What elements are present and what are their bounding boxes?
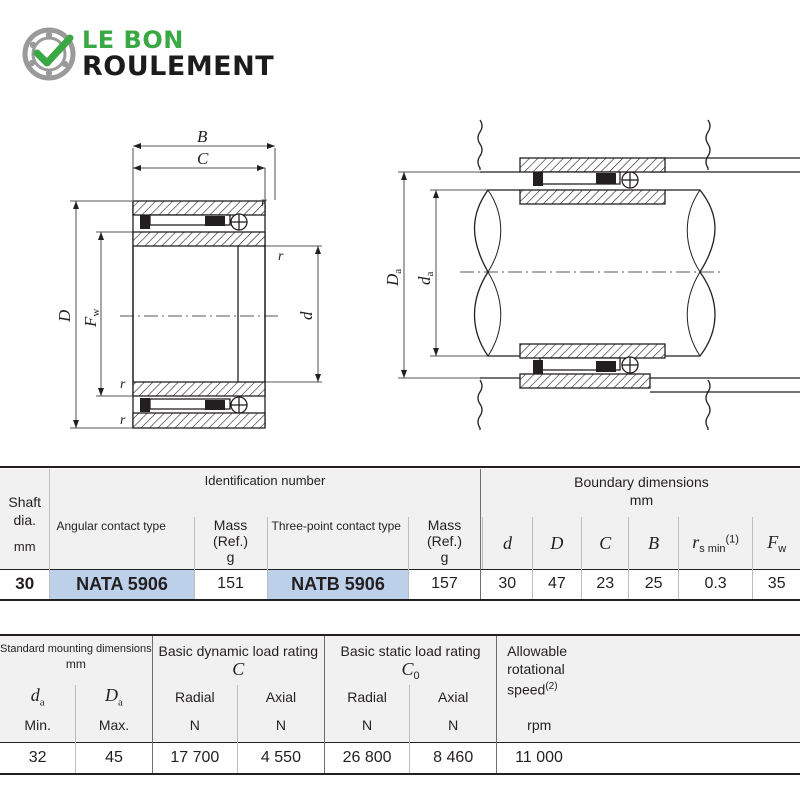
col-d-header: d [483,517,532,569]
dim-r-label-3: r [120,377,126,392]
col-da-header: $d_a$ [30,684,45,709]
angular-part-number: NATA 5906 [50,569,194,600]
shaft-value: 30 [15,574,35,594]
mass-value-2: 157 [409,569,480,600]
dim-da-label: da [415,271,436,285]
dim-D-label: D [55,309,74,322]
min-label: Min. [24,717,51,734]
static-header: Basic static load rating [340,643,481,659]
col-D-header: D [532,517,581,569]
mass-header-1: Mass (Ref.) [213,517,249,549]
col-rs-header: $r_{s min}^{(1)}$ [678,517,753,569]
mounting-header: Standard mounting dimensions [0,643,152,655]
mass-unit-2: g [440,549,449,565]
stat-axial-unit: N [410,708,497,742]
shaft-unit: mm [13,539,36,554]
dyn-radial-unit: N [152,708,237,742]
dyn-radial-value: 17 700 [152,742,237,774]
dyn-axial-header: Axial [237,685,324,709]
speed-header: Allowable rotational speed$^{(2)}$ [507,643,568,698]
dim-r-label-2: r [278,249,284,264]
dim-B-label: B [197,127,208,146]
identification-header: Identification number [50,469,480,517]
col-Fw-header: $F_w$ [753,517,800,569]
stat-radial-header: Radial [324,685,409,709]
boundary-header: Boundary dimensions [574,474,709,490]
d-value: 30 [498,575,517,593]
dim-Da-label: Da [383,268,404,286]
mass-header-2: Mass (Ref.) [426,517,462,549]
angular-type-header: Angular contact type [50,517,194,569]
right-mounting-drawing [398,120,800,430]
max-label: Max. [76,708,152,742]
three-point-type-header: Three-point contact type [267,517,409,569]
boundary-unit: mm [629,492,654,508]
dynamic-header: Basic dynamic load rating [158,643,319,659]
bearing-table-2 [0,634,800,775]
mass-unit-1: g [226,549,235,565]
col-C-header: C [582,517,629,569]
dim-C-label: C [197,149,209,168]
table-row [0,569,800,600]
dyn-axial-value: 4 550 [237,742,324,774]
C-value: 23 [582,569,629,600]
col-B-header: B [629,517,678,569]
rs-value: 0.3 [678,569,753,600]
dyn-axial-unit: N [237,708,324,742]
shaft-dia-label: Shaft dia. [8,494,42,528]
dim-Fw-label: Fw [81,308,102,327]
dim-r-label-1: r [261,195,267,210]
three-point-part-number: NATB 5906 [267,569,409,600]
Da-value: 45 [76,742,152,774]
Fw-value: 35 [753,569,800,600]
logo-line-2: ROULEMENT [82,51,275,82]
left-section-drawing [70,146,322,428]
dynamic-symbol: C [232,659,245,679]
bearing-table-1 [0,466,800,601]
static-symbol: $C_0$ [401,659,420,682]
stat-radial-value: 26 800 [324,742,409,774]
stat-axial-value: 8 460 [410,742,497,774]
da-value: 32 [28,749,47,767]
stat-radial-unit: N [324,708,409,742]
dyn-radial-header: Radial [152,685,237,709]
speed-unit: rpm [497,708,608,742]
stat-axial-header: Axial [410,685,497,709]
mass-value-1: 151 [194,569,267,600]
B-value: 25 [629,569,678,600]
table-row [0,742,800,774]
dim-d-label: d [297,311,316,320]
speed-value: 11 000 [497,742,608,774]
D-value: 47 [532,569,581,600]
mounting-unit: mm [65,657,86,671]
dim-r-label-4: r [120,413,126,428]
col-Da-header: $D_a$ [76,685,152,709]
logo-line-1: LE BON [82,26,184,54]
